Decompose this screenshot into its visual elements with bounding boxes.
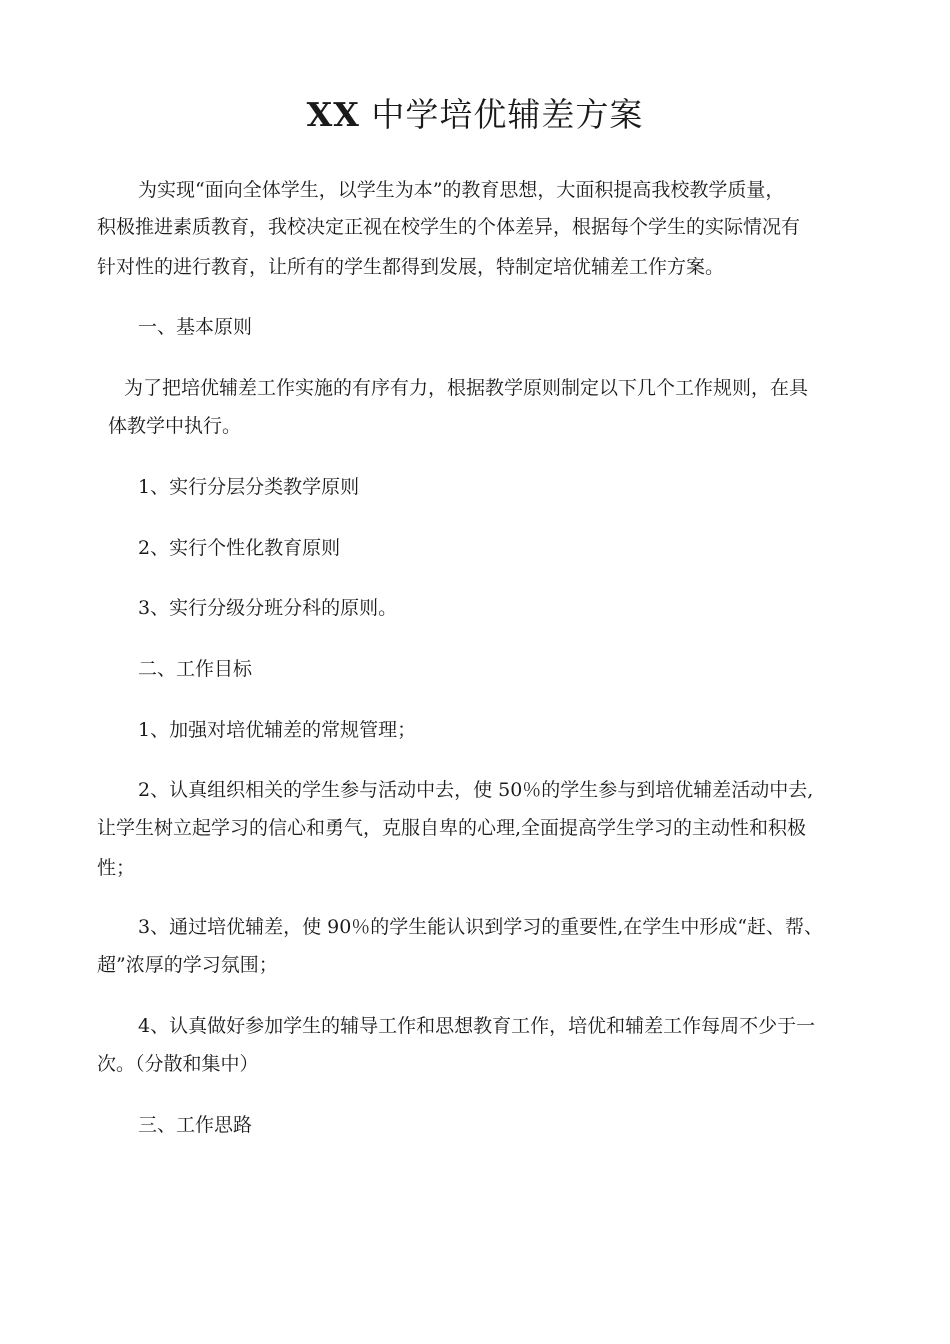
section3-heading: 三、工作思路 [138,1114,253,1136]
section1-para-line-2: 体教学中执行。 [108,415,242,437]
intro-paragraph [138,170,784,210]
section2-item-2-line-3: 性； [97,857,136,879]
section2-heading: 二、工作目标 [138,658,253,680]
document-title [0,92,950,138]
section2-item-4-line-1: 4、认真做好参加学生的辅导工作和思想教育工作，培优和辅差工作每周不少于一 [138,1015,816,1037]
section2-item-2-cont [97,808,806,888]
section2-item-4 [138,1006,815,1046]
section2-item-3-line-1: 3、通过培优辅差，使 90％的学生能认识到学习的重要性,在学生中形成“赶、帮、 [138,916,824,938]
section2-item-3 [138,907,823,947]
section1-item-2: 2、实行个性化教育原则 [138,537,341,559]
section2-item-2-line-1: 2、认真组织相关的学生参与活动中去，使 50％的学生参与到培优辅差活动中去, [138,779,814,801]
section1-para-line-1: 为了把培优辅差工作实施的有序有力，根据教学原则制定以下几个工作规则，在具 [124,377,809,399]
section2-item-4-cont [97,1044,259,1084]
section1-paragraph-cont [108,406,241,446]
section2-item-4-line-2: 次。（分散和集中） [97,1053,259,1075]
intro-line-2: 积极推进素质教育，我校决定正视在校学生的个体差异，根据每个学生的实际情况有 [97,216,801,238]
intro-paragraph-cont [97,207,800,287]
section1-item-1: 1、实行分层分类教学原则 [138,476,360,498]
section2-item-3-cont [97,945,278,985]
section2-item-2-line-2: 让学生树立起学习的信心和勇气，克服自卑的心理,全面提高学生学习的主动性和积极 [97,817,807,839]
section1-heading: 一、基本原则 [138,316,253,338]
title-main: 中学培优辅差方案 [371,95,644,134]
section2-item-3-line-2: 超”浓厚的学习氛围； [97,954,278,976]
section1-item-3: 3、实行分级分班分科的原则。 [138,597,398,619]
intro-line-1: 为实现“面向全体学生，以学生为本”的教育思想，大面积提高我校教学质量， [138,179,785,201]
section2-item-2 [138,770,813,810]
section1-paragraph [124,368,808,408]
section2-item-1: 1、加强对培优辅差的常规管理； [138,719,417,741]
title-prefix: XX [306,95,360,134]
intro-line-3: 针对性的进行教育，让所有的学生都得到发展，特制定培优辅差工作方案。 [97,256,725,278]
